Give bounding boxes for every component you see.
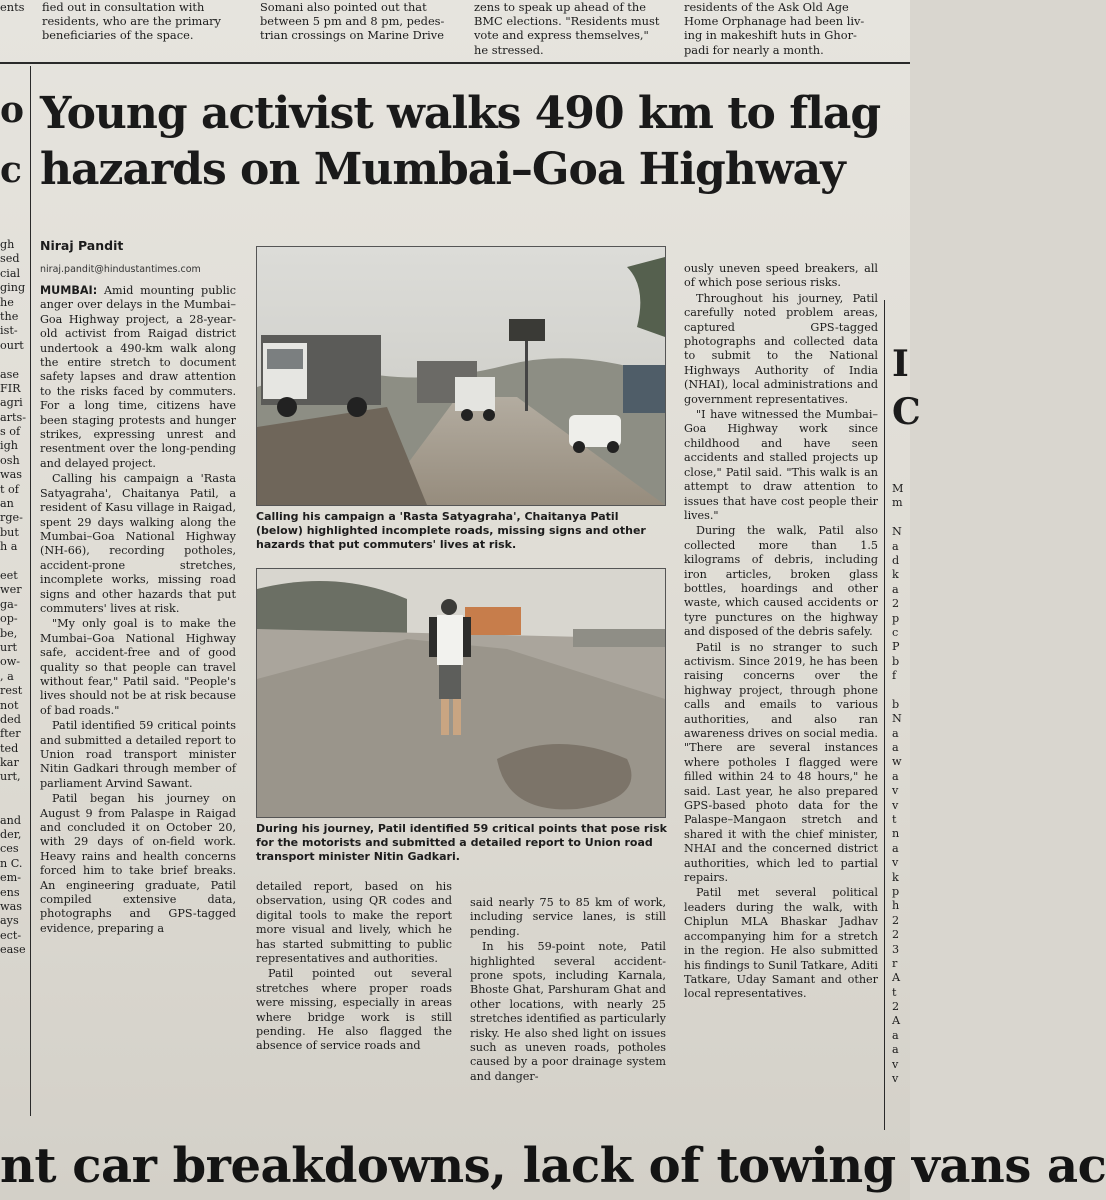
article-column-3: said nearly 75 to 85 km of work, including service lanes, is still pending. In his 59-point note, Patil highlighted several accident-prone spots, including Karnala, Bhoste Ghat, Parshuram Ghat and other locations, with nearly 25 stretches identified as particularly risky. He also shed light on issues such as uneven roads, potholes caused by a poor drainage system and danger-: [470, 896, 666, 1083]
article-column-4: ously uneven speed breakers, all of which pose serious risks. Throughout his journey, Patil carefully noted problem areas, captured GPS-tagged photographs and collected data to submit to the National Highways Authority of India (NHAI), local administrations and government representatives. "I have witnessed the Mumbai–Goa Highway work since childhood and have seen accidents and stalled projects up close," Patil said. "This walk is an attempt to draw attention to issues that have cost people their lives." During the walk, Patil also collected more than 1.5 kilograms of debris, including iron articles, broken glass bottles, hoardings and other waste, which caused accidents or tyre punctures on the highway and disposed of the debris safely. Patil is no stranger to such activism. Since 2019, he has been raising concerns over the highway project, through phone calls and emails to various authorities, and also ran awareness drives on social media. "There are several instances where potholes I flagged were filled within 24 to 48 hours," he said. Last year, he also prepared GPS-based photo data for the Palaspe–Mangaon stretch and shared it with the chief minister, NHAI and the concerned district authorities, which led to partial repairs. Patil met several political leaders during the walk, with Chiplun MLA Bhaskar Jadhav accompanying him for a stretch in the region. He also submitted his findings to Sunil Tatkare, Aditi Tatkare, Uday Samant and other local representatives.: [684, 262, 878, 1001]
highway-trucks-photo: [256, 246, 666, 506]
next-article-headline: nt car breakdowns, lack of towing vans ac: [0, 1138, 1106, 1194]
right-edge-column: M m N a d k a 2 p c P b f b N a a w a v v t n a v k p h 2 2 3 r A t 2 A a a v v: [892, 482, 904, 1086]
top-strip-col1: fied out in consultation with residents, who are the primary beneficiaries of the space.: [42, 0, 221, 43]
paragraph-4: Patil identified 59 critical points and submitted a detailed report to Union road transport minister Nitin Gadkari through member of parliament Arvind Sawant.: [40, 719, 236, 790]
right-edge-headline: I C: [892, 343, 921, 433]
top-rule: [0, 62, 910, 64]
article-column-2: detailed report, based on his observation, using QR codes and digital tools to make the report more visual and lively, which he has started submitting to public representatives and authorities. Patil pointed out several stretches where proper roads were missing, especially in areas where bridge work is still pending. He also flagged the absence of service roads and: [256, 880, 452, 1053]
author-email: niraj.pandit@hindustantimes.com: [40, 264, 201, 275]
top-strip-left-edge: ents: [0, 0, 25, 14]
paragraph-3: "My only goal is to make the Mumbai–Goa National Highway safe, accident-free and of good quality so that people can travel without fear," Patil said. "People's lives should not be at risk because of bad roads.": [40, 617, 236, 717]
photo-2-caption: During his journey, Patil identified 59 critical points that pose risk for the motorists and submitted a detailed report to Union road transport minister Nitin Gadkari.: [256, 822, 667, 863]
paragraph-5: Patil began his journey on August 9 from Palaspe in Raigad and concluded it on October 20, with 29 days of on-field work. Heavy rains and health concerns forced him to take brief breaks. An engineering graduate, Patil compiled extensive data, photographs and GPS-tagged evidence, preparing a: [40, 792, 236, 935]
paragraph-1: MUMBAI: Amid mounting public anger over delays in the Mumbai–Goa Highway project, a 28-year-old activist from Raigad district undertook a 490-km walk along the entire stretch to document safety lapses and draw attention to the risks faced by commuters. For a long time, citizens have been staging protests and hunger strikes, expressing unrest and resentment over the long-pending and delayed project.: [40, 284, 236, 470]
paragraph-2: Calling his campaign a 'Rasta Satyagraha', Chaitanya Patil, a resident of Kasu village in Raigad, spent 29 days walking along the Mumbai–Goa National Highway (NH-66), recording potholes, accident-prone stretches, incomplete works, missing road signs and other hazards that put commuters' lives at risk.: [40, 472, 236, 615]
left-edge-headline: o c: [0, 89, 25, 191]
column-rule-right: [884, 300, 885, 1130]
top-strip-col2: Somani also pointed out that between 5 pm and 8 pm, pedes- trian crossings on Marine Drive: [260, 0, 445, 43]
article-headline: Young activist walks 490 km to flag hazards on Mumbai–Goa Highway: [40, 88, 881, 195]
byline: Niraj Pandit: [40, 238, 124, 253]
photo-1-caption: Calling his campaign a 'Rasta Satyagraha', Chaitanya Patil (below) highlighted incomplete roads, missing signs and other hazards that put commuters' lives at risk.: [256, 510, 646, 551]
top-strip-col4: residents of the Ask Old Age Home Orphanage had been liv- ing in makeshift huts in Ghor- padi for nearly a month.: [684, 0, 865, 57]
left-edge-column: gh sed cial ging he the ist- ourt ase FIR agri arts- s of igh osh was t of an rge- but h a eet wer ga- op- be, urt ow- , a rest not ded fter ted kar urt, and der, ces n C. em- ens was ays ect- ease: [0, 238, 27, 957]
activist-walking-photo: [256, 568, 666, 818]
column-rule-1: [30, 66, 31, 1116]
top-strip-col3: zens to speak up ahead of the BMC elections. "Residents must vote and express themselves," he stressed.: [474, 0, 660, 57]
dateline: MUMBAI:: [40, 284, 98, 297]
article-column-1: [40, 284, 236, 937]
